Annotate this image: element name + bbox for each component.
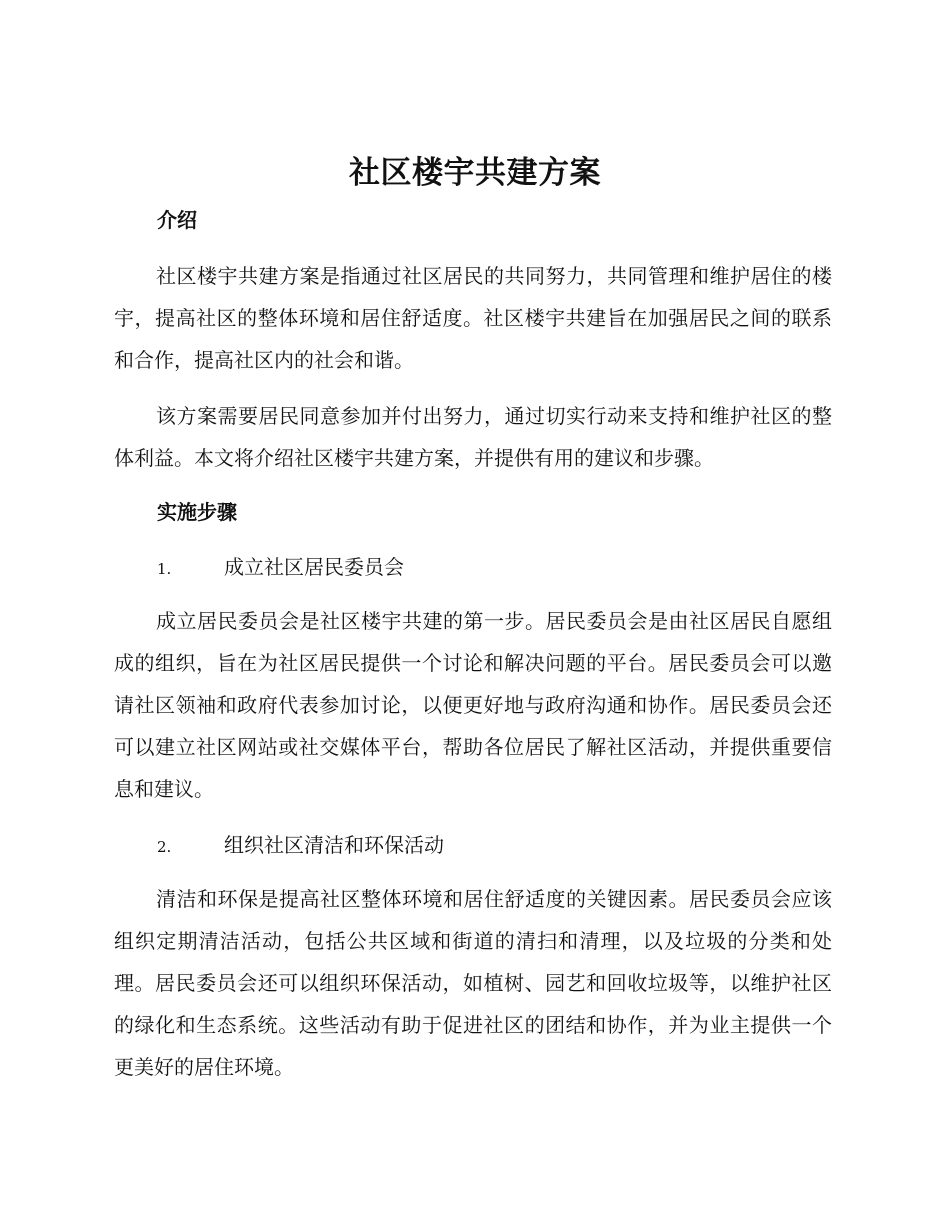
step-paragraph-1: 成立居民委员会是社区楼宇共建的第一步。居民委员会是由社区居民自愿组成的组织，旨在为社区居民提供一个讨论和解决问题的平台。居民委员会可以邀请社区领袖和政府代表参加讨论，以便更好地与政府沟通和协作。居民委员会还可以建立社区网站或社交媒体平台，帮助各位居民了解社区活动，并提供重要信息和建议。 <box>114 609 832 801</box>
step-number: 1. <box>157 560 172 578</box>
step-number: 2. <box>157 838 172 856</box>
intro-paragraph-1: 社区楼宇共建方案是指通过社区居民的共同努力，共同管理和维护居住的楼宇，提高社区的整体环境和居住舒适度。社区楼宇共建旨在加强居民之间的联系和合作，提高社区内的社会和谐。 <box>114 264 832 372</box>
section-heading-intro: 介绍 <box>157 208 197 232</box>
step-list-item-2 <box>157 830 444 862</box>
step-title: 组织社区清洁和环保活动 <box>224 833 444 857</box>
step-list-item-1 <box>157 552 404 584</box>
section-heading-steps: 实施步骤 <box>157 500 237 524</box>
step-paragraph-2: 清洁和环保是提高社区整体环境和居住舒适度的关键因素。居民委员会应该组织定期清洁活动，包括公共区域和街道的清扫和清理，以及垃圾的分类和处理。居民委员会还可以组织环保活动，如植树、园艺和回收垃圾等，以维护社区的绿化和生态系统。这些活动有助于促进社区的团结和协作，并为业主提供一个更美好的居住环境。 <box>114 887 832 1079</box>
step-title: 成立社区居民委员会 <box>224 555 404 579</box>
document-title: 社区楼宇共建方案 <box>349 155 601 191</box>
intro-paragraph-2: 该方案需要居民同意参加并付出努力，通过切实行动来支持和维护社区的整体利益。本文将介绍社区楼宇共建方案，并提供有用的建议和步骤。 <box>114 404 832 470</box>
